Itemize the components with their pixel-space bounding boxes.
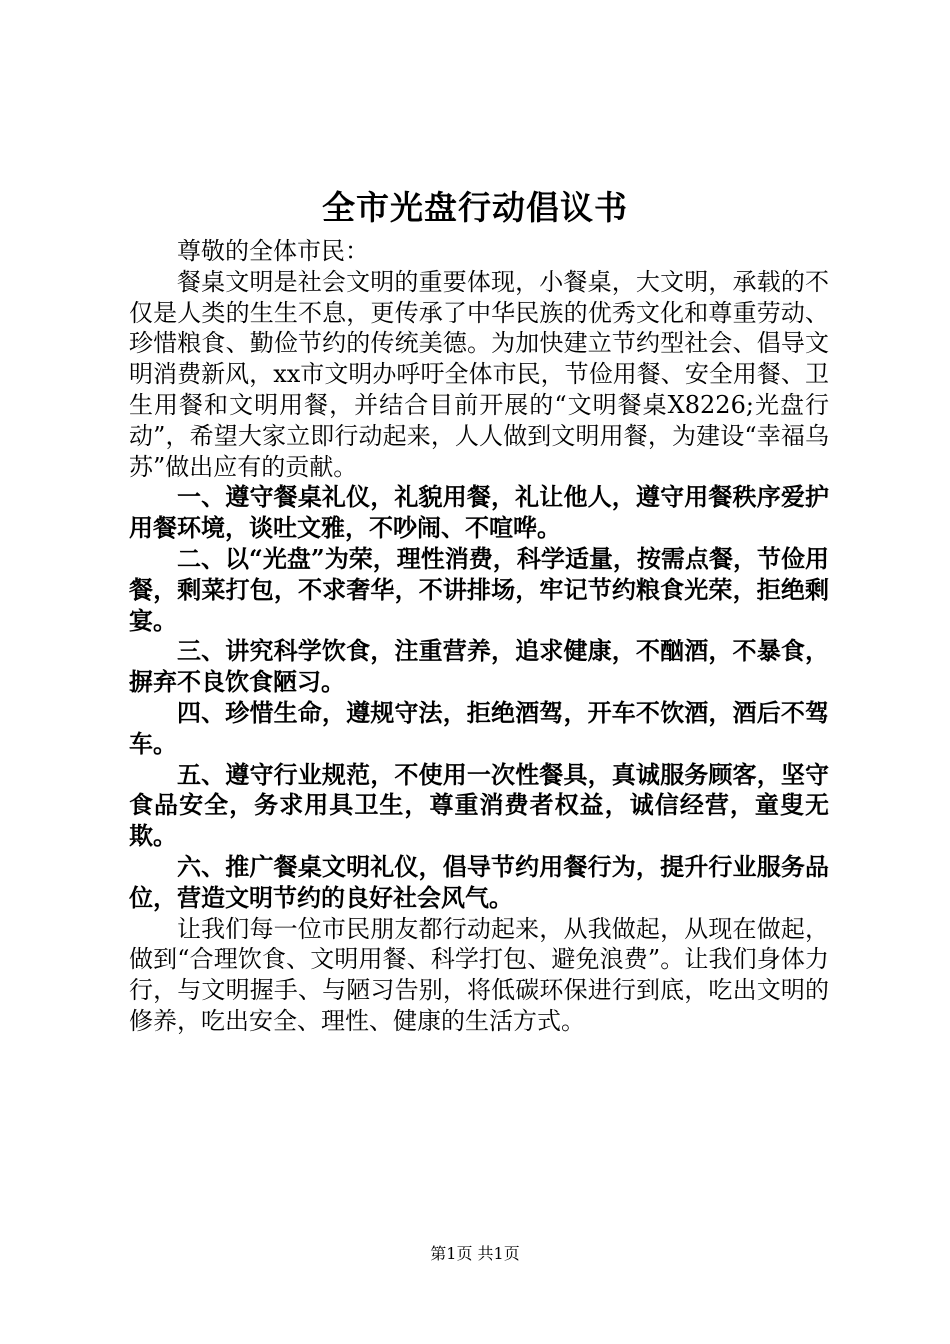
document-body [129,236,829,1037]
paragraph-item-4: 四、珍惜生命，遵规守法，拒绝酒驾，开车不饮酒，酒后不驾车。 [129,697,829,758]
salutation: 尊敬的全体市民： [177,237,369,265]
paragraph-item-2: 二、以“光盘”为荣，理性消费，科学适量，按需点餐，节俭用餐，剩菜打包，不求奢华，不讲排场，牢记节约粮食光荣，拒绝剩宴。 [129,543,829,635]
page-number: 第1页 共1页 [430,1244,520,1263]
paragraph-item-5: 五、遵守行业规范，不使用一次性餐具，真诚服务顾客，坚守食品安全，务求用具卫生，尊重消费者权益，诚信经营，童叟无欺。 [129,759,829,851]
paragraph-closing: 让我们每一位市民朋友都行动起来，从我做起，从现在做起，做到“合理饮食、文明用餐、科学打包、避免浪费”。让我们身体力行，与文明握手、与陋习告别，将低碳环保进行到底，吃出文明的修养，吃出安全、理性、健康的生活方式。 [129,914,829,1035]
paragraph-item-1: 一、遵守餐桌礼仪，礼貌用餐，礼让他人，遵守用餐秩序爱护用餐环境，谈吐文雅，不吵闹、不喧哗。 [129,482,829,543]
paragraph-item-6: 六、推广餐桌文明礼仪，倡导节约用餐行为，提升行业服务品位，营造文明节约的良好社会风气。 [129,851,829,912]
paragraph-item-3: 三、讲究科学饮食，注重营养，追求健康，不酗酒，不暴食，摒弃不良饮食陋习。 [129,636,829,697]
page-title: 全市光盘行动倡议书 [322,188,628,227]
paragraph-intro: 餐桌文明是社会文明的重要体现，小餐桌，大文明，承载的不仅是人类的生生不息，更传承了中华民族的优秀文化和尊重劳动、珍惜粮食、勤俭节约的传统美德。为加快建立节约型社会、倡导文明消费新风，xx市文明办呼吁全体市民，节俭用餐、安全用餐、卫生用餐和文明用餐，并结合目前开展的“文明餐桌X8226;光盘行动”，希望大家立即行动起来，人人做到文明用餐，为建设“幸福乌苏”做出应有的贡献。 [129,267,829,481]
